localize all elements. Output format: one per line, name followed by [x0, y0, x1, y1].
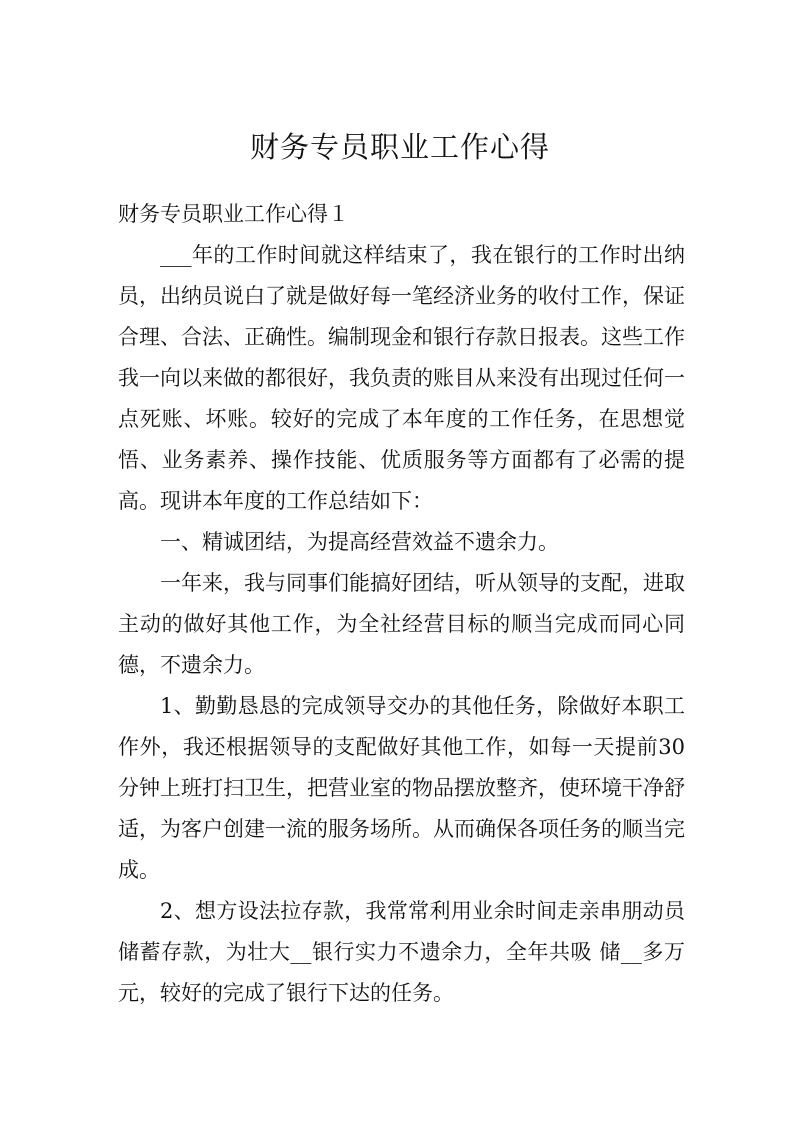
document-title: 财务专员职业工作心得: [249, 130, 550, 164]
paragraph-point-one-heading: 一、精诚团结，为提高经营效益不遗余力。: [160, 530, 559, 554]
paragraph-item-2: 2、想方设法拉存款，我常常利用业余时间走亲串朋动员储蓄存款，为壮大__银行实力不遗余力，全年共吸 储__多万元，较好的完成了银行下达的任务。: [118, 899, 685, 1005]
section-heading: 财务专员职业工作心得１: [118, 202, 349, 226]
paragraph-intro: ___年的工作时间就这样结束了，我在银行的工作时出纳员，出纳员说白了就是做好每一笔经济业务的收付工作，保证合理、合法、正确性。编制现金和银行存款日报表。这些工作我一向以来做的都很好，我负责的账目从来没有出现过任何一点死账、坏账。较好的完成了本年度的工作任务，在思想觉悟、业务素养、操作技能、优质服务等方面都有了必需的提高。现讲本年度的工作总结如下：: [118, 243, 685, 513]
paragraph-teamwork: 一年来，我与同事们能搞好团结，听从领导的支配，进取主动的做好其他工作，为全社经营目标的顺当完成而同心同德，不遗余力。: [118, 571, 685, 677]
document-body: [118, 194, 685, 1014]
paragraph-item-1: 1、勤勤恳恳的完成领导交办的其他任务，除做好本职工作外，我还根据领导的支配做好其他工作，如每一天提前30分钟上班打扫卫生，把营业室的物品摆放整齐，使环境干净舒适，为客户创建一流的服务场所。从而确保各项任务的顺当完成。: [118, 694, 685, 882]
